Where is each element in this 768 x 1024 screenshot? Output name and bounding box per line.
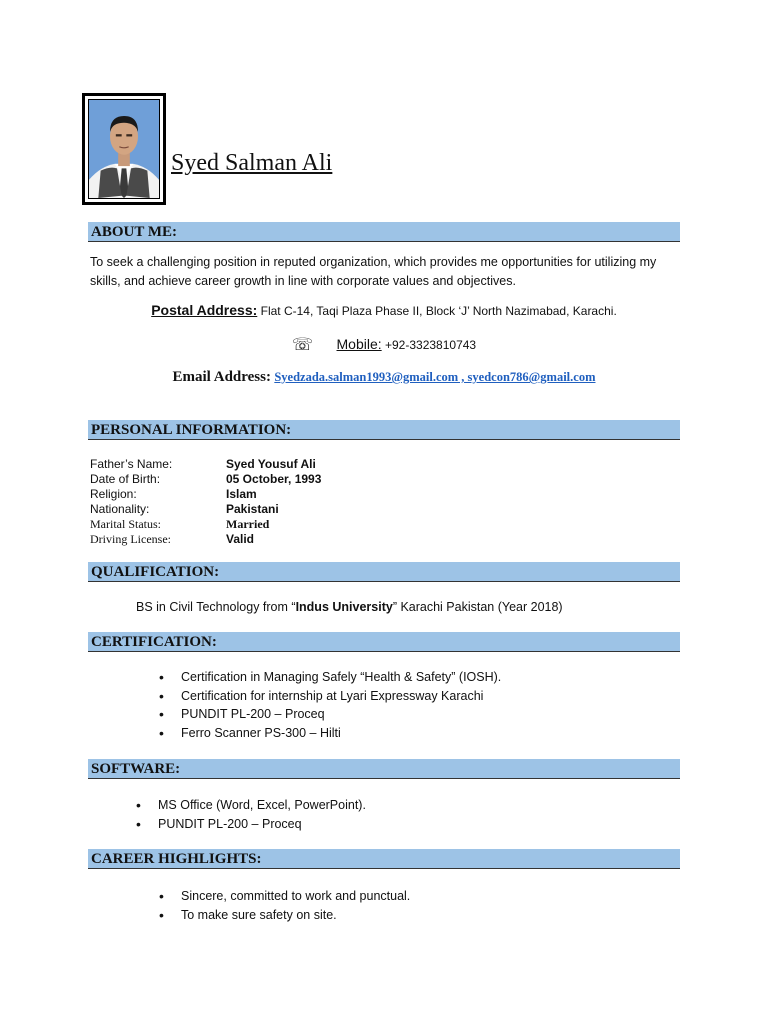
info-value: Pakistani [226, 502, 279, 516]
profile-photo [88, 99, 160, 199]
info-row [90, 457, 321, 472]
list-item: • PUNDIT PL-200 – Proceq [136, 815, 366, 834]
list-item: • Sincere, committed to work and punctual. [159, 887, 410, 906]
info-row [90, 502, 321, 517]
list-item: • MS Office (Word, Excel, PowerPoint). [136, 796, 366, 815]
software-list [136, 796, 366, 833]
info-label: Driving License: [90, 532, 171, 546]
postal-address-label: Postal Address: [151, 302, 258, 318]
info-value: Married [226, 517, 270, 531]
email-link[interactable]: Syedzada.salman1993@gmail.com , syedcon786@gmail.com [274, 370, 596, 384]
section-header-about: ABOUT ME: [88, 222, 680, 242]
personal-info-table [90, 457, 321, 547]
career-list [159, 887, 410, 924]
info-label: Nationality: [90, 502, 150, 516]
info-row [90, 517, 321, 532]
candidate-name: Syed Salman Ali [171, 150, 333, 176]
list-item: • Certification for internship at Lyari Expressway Karachi [159, 687, 501, 706]
info-value: Islam [226, 487, 257, 501]
list-item: • To make sure safety on site. [159, 906, 410, 925]
info-row [90, 532, 321, 547]
qualification-suffix: ” Karachi Pakistan (Year 2018) [392, 600, 563, 614]
info-row [90, 487, 321, 502]
info-label: Religion: [90, 487, 137, 501]
qualification-university: Indus University [295, 600, 393, 614]
section-header-personal: PERSONAL INFORMATION: [88, 420, 680, 440]
about-text: To seek a challenging position in reputed organization, which provides me opportunities for utilizing my skills, and achieve career growth in line with corporate values and objectives. [90, 255, 657, 288]
postal-address-value: Flat C-14, Taqi Plaza Phase II, Block ‘J’ North Nazimabad, Karachi. [260, 304, 617, 318]
info-label: Father’s Name: [90, 457, 173, 471]
info-row [90, 472, 321, 487]
qualification-line [136, 600, 563, 614]
list-item: • Certification in Managing Safely “Health & Safety” (IOSH). [159, 668, 501, 687]
postal-address-line [0, 302, 768, 318]
mobile-label: Mobile: [336, 336, 382, 352]
phone-icon: ☏ [291, 335, 314, 354]
section-header-certification: CERTIFICATION: [88, 632, 680, 652]
list-item: • Ferro Scanner PS-300 – Hilti [159, 724, 501, 743]
section-header-software: SOFTWARE: [88, 759, 680, 779]
email-line [0, 369, 768, 386]
info-label: Marital Status: [90, 517, 161, 531]
mobile-line [0, 335, 768, 355]
info-value: Valid [226, 532, 255, 546]
qualification-prefix: BS in Civil Technology from “ [136, 600, 296, 614]
certification-list [159, 668, 501, 742]
profile-photo-frame [82, 93, 166, 205]
mobile-value: +92-3323810743 [385, 338, 477, 352]
section-header-qualification: QUALIFICATION: [88, 562, 680, 582]
section-header-career: CAREER HIGHLIGHTS: [88, 849, 680, 869]
info-value: 05 October, 1993 [226, 472, 322, 486]
info-label: Date of Birth: [90, 472, 161, 486]
list-item: • PUNDIT PL-200 – Proceq [159, 705, 501, 724]
info-value: Syed Yousuf Ali [226, 457, 316, 471]
email-label: Email Address: [172, 369, 271, 385]
